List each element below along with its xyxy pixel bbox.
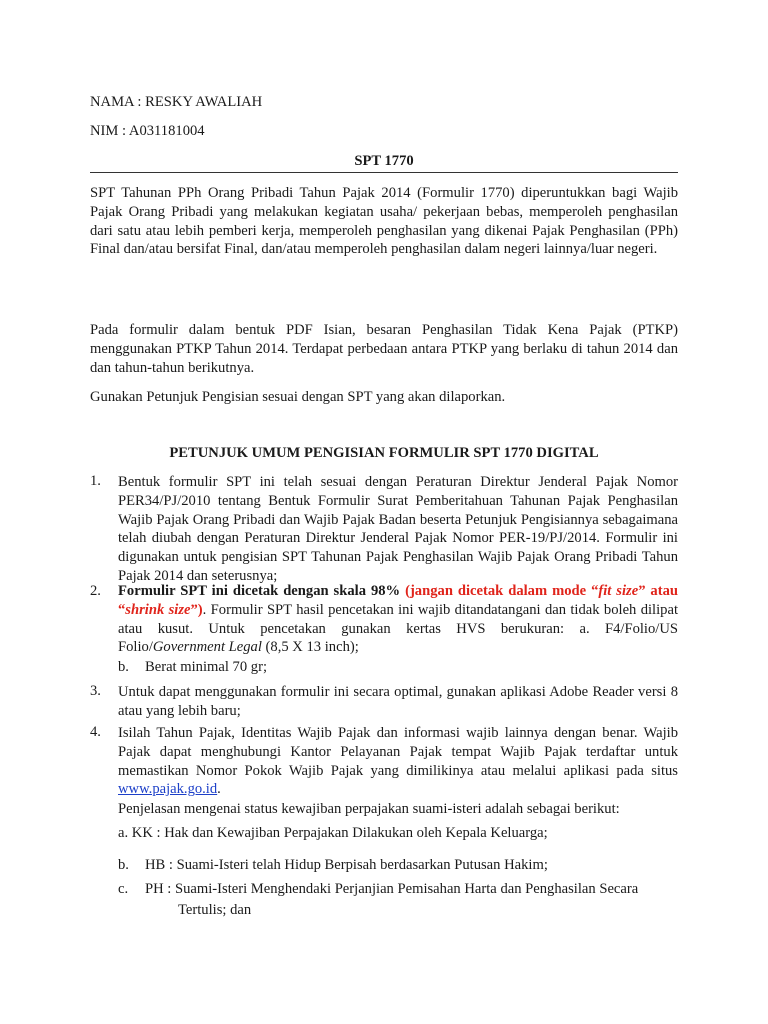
status-hb-number: b. (118, 857, 129, 873)
fit-size-term: fit size (598, 583, 639, 599)
item-4-end: . (217, 781, 221, 798)
list-number-3: 3. (90, 683, 101, 699)
paragraph-ptkp: Pada formulir dalam bentuk PDF Isian, besaran Penghasilan Tidak Kena Pajak (PTKP) menggunakan PTKP Tahun 2014. Terdapat perbedaan antara PTKP yang berlaku di tahun 2014 dan dan tahun-tahun berikutnya. (90, 322, 678, 376)
document-title: SPT 1770 (354, 153, 414, 169)
print-warning-mid: ” atau “ (118, 583, 678, 618)
status-hb: HB : Suami-Isteri telah Hidup Berpisah berdasarkan Putusan Hakim; (145, 857, 548, 873)
paragraph-instruction: Gunakan Petunjuk Pengisian sesuai dengan SPT yang akan dilaporkan. (90, 389, 506, 405)
list-number-2: 2. (90, 583, 101, 599)
list-item-4 (118, 724, 678, 799)
paragraph-intro: SPT Tahunan PPh Orang Pribadi Tahun Pajak 2014 (Formulir 1770) diperuntukkan bagi Wajib Pajak Orang Pribadi yang melakukan kegiatan usaha/ pekerjaan bebas, memperoleh penghasilan dari satu atau lebih pemberi kerja, memperoleh penghasilan yang dikenai Pajak Penghasilan (PPh) Final dan/atau bersifat Final, dan/atau memperoleh penghasilan dalam negeri lainnya/luar negeri. (90, 185, 678, 258)
student-name: NAMA : RESKY AWALIAH (90, 94, 263, 110)
student-nim: NIM : A031181004 (90, 123, 205, 139)
list-number-1: 1. (90, 473, 101, 489)
status-ph: PH : Suami-Isteri Menghendaki Perjanjian Pemisahan Harta dan Penghasilan Secara (145, 881, 639, 897)
list-item-3: Untuk dapat menggunakan formulir ini secara optimal, gunakan aplikasi Adobe Reader versi 8 atau yang lebih baru; (118, 684, 678, 719)
sub-item-b-number: b. (118, 659, 129, 675)
print-instructions: . Formulir SPT hasil pencetakan ini wajib ditandatangani dan tidak boleh dilipat atau kusut. Untuk pencetakan gunakan kertas HVS berukuran: a. F4/Folio/US Folio/ (118, 601, 678, 656)
list-item-1: Bentuk formulir SPT ini telah sesuai dengan Peraturan Direktur Jenderal Pajak Nomor PER34/PJ/2010 tentang Bentuk Formulir Surat Pemberitahuan Tahunan Pajak Penghasilan Wajib Pajak Orang Pribadi dan Wajib Pajak Badan beserta Petunjuk Pengisiannya sebagaimana telah diubah dengan Peraturan Direktur Jenderal Pajak Nomor PER-19/PJ/2014. Formulir ini digunakan untuk pengisian SPT Tahunan Pajak Penghasilan Wajib Pajak Orang Pribadi Tahun Pajak 2014 dan seterusnya; (118, 474, 678, 584)
status-kk: a. KK : Hak dan Kewajiban Perpajakan Dilakukan oleh Kepala Keluarga; (118, 825, 548, 841)
list-item-2 (118, 582, 678, 657)
list-number-4: 4. (90, 724, 101, 740)
pajak-website-link[interactable]: www.pajak.go.id (118, 781, 218, 798)
scale-notice: Formulir SPT ini dicetak dengan skala 98% (118, 583, 401, 599)
print-warning-open: (jangan dicetak dalam mode “ (400, 583, 599, 599)
section-title: PETUNJUK UMUM PENGISIAN FORMULIR SPT 1770 DIGITAL (169, 445, 599, 461)
spouse-status-intro: Penjelasan mengenai status kewajiban perpajakan suami-isteri adalah sebagai berikut: (118, 801, 620, 817)
status-ph-continued: Tertulis; dan (178, 902, 252, 918)
document-page (90, 0, 678, 1024)
paper-size: (8,5 X 13 inch); (261, 639, 359, 656)
shrink-size-term: shrink size (125, 601, 191, 618)
status-ph-number: c. (118, 881, 129, 897)
title-divider (90, 172, 678, 173)
sub-item-b-weight: Berat minimal 70 gr; (145, 659, 267, 675)
government-legal-term: Government Legal (152, 639, 262, 656)
item-4-text: Isilah Tahun Pajak, Identitas Wajib Pajak dan informasi wajib lainnya dengan benar. Wajib Pajak dapat menghubungi Kantor Pelayanan Pajak tempat Wajib Pajak terdaftar untuk memastikan Nomor Pokok Wajib Pajak yang dimilikinya atau melalui aplikasi pada situs (118, 725, 678, 779)
print-warning-close: ”) (190, 601, 203, 618)
